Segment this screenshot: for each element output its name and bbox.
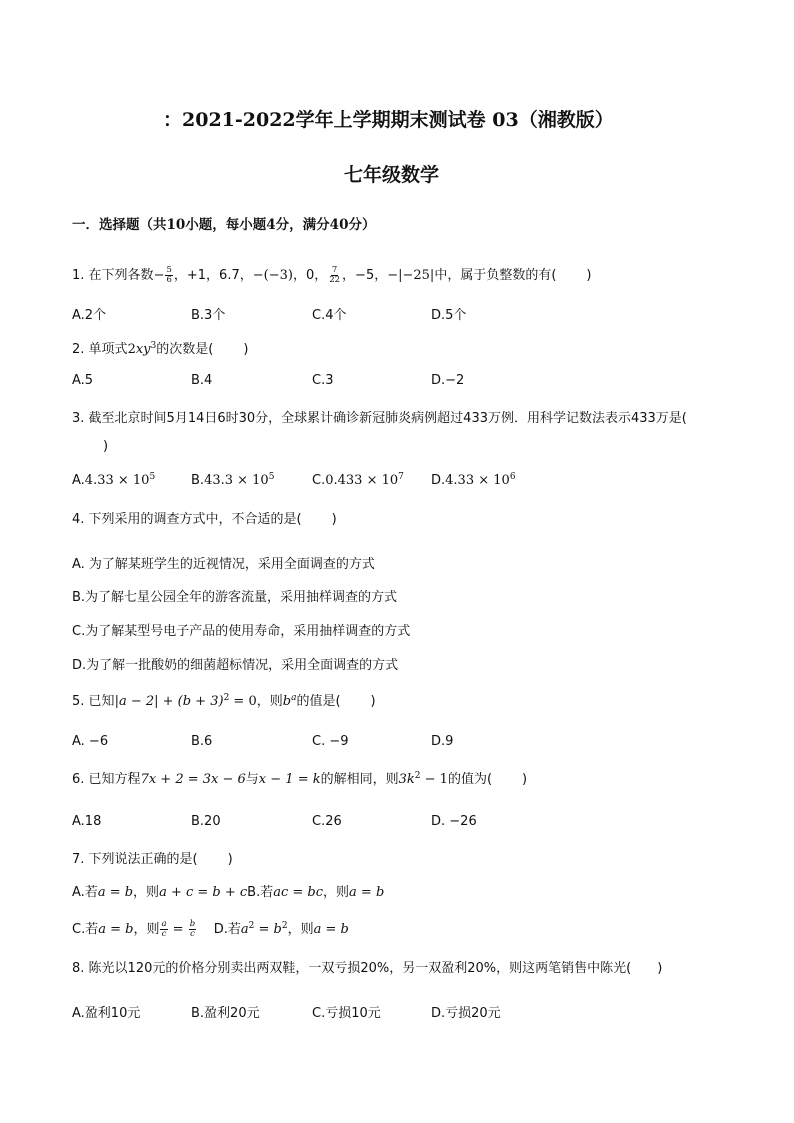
question-number: 8. bbox=[72, 961, 85, 976]
section-heading: 一．选择题（共10小题，每小题4分，满分40分） bbox=[72, 217, 376, 233]
option-a: A.18 bbox=[72, 814, 102, 829]
option-b: B.20 bbox=[191, 814, 221, 829]
fraction: $\frac{b}{c}$ bbox=[189, 919, 196, 939]
option-a-b: A.若a = b，则a + c = b + cB.若ac = bc，则a = b bbox=[72, 885, 385, 900]
question-number: 4. bbox=[72, 512, 85, 527]
fraction: $\frac{a}{c}$ bbox=[161, 919, 167, 939]
option-d: D.为了解一批酸奶的细菌超标情况，采用全面调查的方式 bbox=[72, 658, 399, 673]
option-c: C.4个 bbox=[312, 308, 347, 323]
option-a: $A.4.33 \times 10^5$ bbox=[72, 472, 156, 488]
question-7: 7. 下列说法正确的是( ) bbox=[72, 852, 233, 867]
question-2: 2. 单项式$2xy^3$的次数是( ) bbox=[72, 341, 249, 357]
option-d: D. −26 bbox=[431, 814, 477, 829]
question-5: 5. 已知$|a - 2| + (b + 3)^2 = 0$，则$b^a$的值是( ) bbox=[72, 693, 376, 709]
option-d: D.5个 bbox=[431, 308, 467, 323]
option-c: C.为了解某型号电子产品的使用寿命，采用抽样调查的方式 bbox=[72, 624, 411, 639]
option-d: $D.4.33 \times 10^6$ bbox=[431, 472, 516, 488]
option-b: B.3个 bbox=[191, 308, 226, 323]
option-d: D.亏损20元 bbox=[431, 1006, 501, 1021]
fraction: $\frac{5}{6}$ bbox=[166, 265, 172, 285]
fraction: $\frac{7}{22}$ bbox=[329, 265, 341, 285]
option-b: B.6 bbox=[191, 734, 213, 749]
option-a: A.5 bbox=[72, 373, 94, 388]
option-a: A.2个 bbox=[72, 308, 107, 323]
option-b: B.4 bbox=[191, 373, 213, 388]
question-number: 6. bbox=[72, 772, 85, 787]
question-number: 2. bbox=[72, 342, 85, 357]
question-number: 3. bbox=[72, 411, 85, 426]
question-number: 1. bbox=[72, 268, 85, 283]
option-c: C. −9 bbox=[312, 734, 349, 749]
page-subtitle: 七年级数学 bbox=[344, 164, 440, 186]
question-number: 5. bbox=[72, 694, 85, 709]
option-b: $B.43.3 \times 10^5$ bbox=[191, 472, 275, 488]
option-d: D.9 bbox=[431, 734, 454, 749]
option-a: A. 为了解某班学生的近视情况，采用全面调查的方式 bbox=[72, 557, 375, 572]
option-c: C.26 bbox=[312, 814, 342, 829]
option-b: B.盈利20元 bbox=[191, 1006, 260, 1021]
option-b: B.为了解七星公园全年的游客流量，采用抽样调查的方式 bbox=[72, 590, 398, 605]
option-c: C.亏损10元 bbox=[312, 1006, 381, 1021]
option-a: A.盈利10元 bbox=[72, 1006, 141, 1021]
page-title: ：2021-2022学年上学期期末测试卷 03（湘教版） bbox=[163, 109, 614, 131]
question-3: 3. 截至北京时间5月14日6时30分，全球累计确诊新冠肺炎病例超过433万例．用科学记数法表示433万是( bbox=[72, 411, 687, 426]
option-c: $C.0.433 \times 10^7$ bbox=[312, 472, 404, 488]
question-8: 8. 陈光以120元的价格分别卖出两双鞋，一双亏损20%，另一双盈利20%，则这两笔销售中陈光( ) bbox=[72, 961, 663, 976]
question-1: 1. 在下列各数− $\frac{5}{6}$ ，+1，6.7，−(−3)，0， $\frac{7}{22}$ ，−5，−|−25|中，属于负整数的有( ) bbox=[72, 265, 592, 285]
question-number: 7. bbox=[72, 852, 85, 867]
option-d: D.−2 bbox=[431, 373, 465, 388]
question-4: 4. 下列采用的调查方式中，不合适的是( ) bbox=[72, 512, 337, 527]
question-6: 6. 已知方程7x + 2 = 3x − 6与x − 1 = k的解相同，则$3k^2 - 1$的值为( ) bbox=[72, 771, 528, 787]
question-3-paren: ) bbox=[103, 439, 109, 454]
option-c-d: C.若a = b，则 $\frac{a}{c}$ = $\frac{b}{c}$ D.若$a^2 = b^2$，则a = b bbox=[72, 919, 349, 939]
option-c: C.3 bbox=[312, 373, 334, 388]
option-a: A. −6 bbox=[72, 734, 109, 749]
